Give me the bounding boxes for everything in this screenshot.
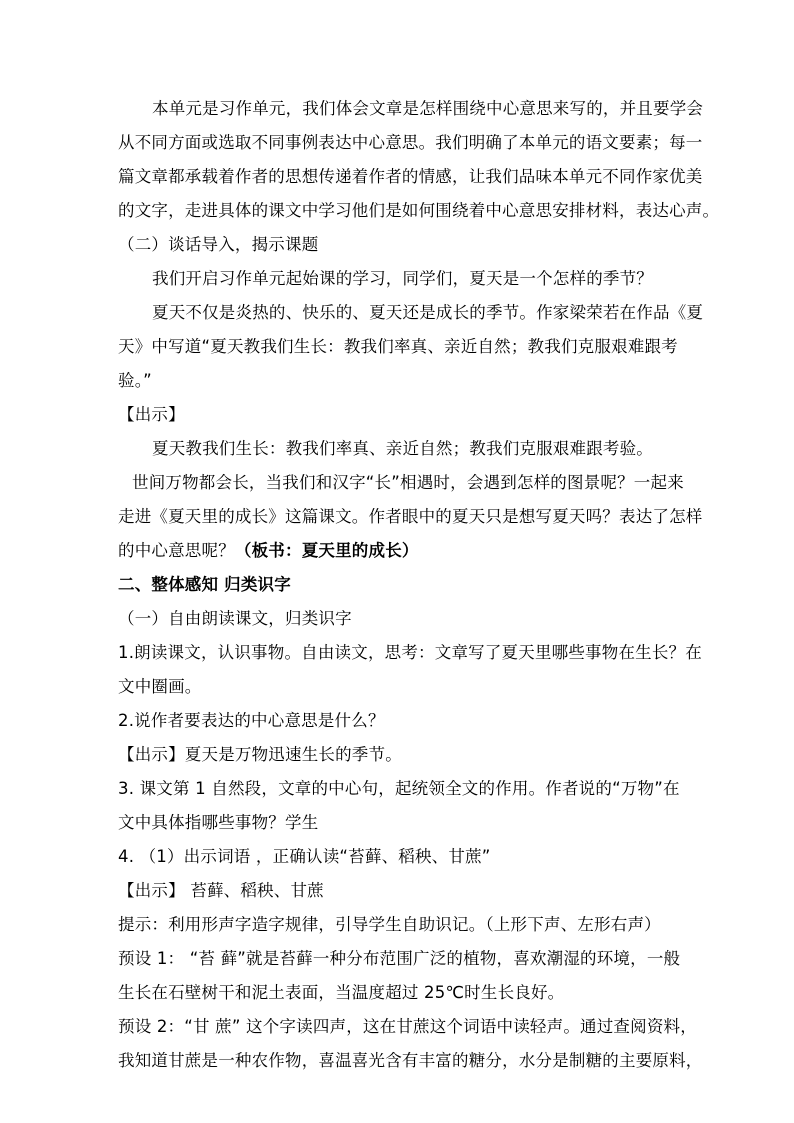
paragraph-line: 【出示】 xyxy=(118,405,185,424)
paragraph-line: 预设 2：“甘 蔗” 这个字读四声，这在甘蔗这个词语中读轻声。通过查阅资料， xyxy=(118,1017,697,1036)
mixed-line-normal: 的中心意思呢？ xyxy=(118,541,235,560)
document-body-bottom xyxy=(118,602,703,1078)
paragraph-line: 2.说作者要表达的中心意思是什么？ xyxy=(118,711,385,730)
paragraph-line: 验。” xyxy=(118,371,152,390)
paragraph-line: 1.朗读课文，认识事物。自由读文，思考：文章写了夏天里哪些事物在生长？在 xyxy=(118,643,702,662)
paragraph-line: 夏天教我们生长：教我们率真、亲近自然；教我们克服艰难跟考验。 xyxy=(152,439,653,458)
paragraph-line: 文中具体指哪些事物？学生 xyxy=(118,813,319,832)
paragraph-line: 本单元是习作单元，我们体会文章是怎样围绕中心意思来写的，并且要学会 xyxy=(152,99,704,118)
section-title: 二、整体感知 归类识字 xyxy=(118,575,291,594)
paragraph-line: 篇文章都承载着作者的思想传递着作者的情感，让我们品味本单元不同作家优美 xyxy=(118,167,703,186)
paragraph-line: 【出示】 苔藓、稻秧、甘蔗 xyxy=(118,881,324,900)
paragraph-line: 文中圈画。 xyxy=(118,677,202,696)
paragraph-line: 的文字，走进具体的课文中学习他们是如何围绕着中心意思安排材料，表达心声。 xyxy=(118,201,720,220)
paragraph-line: 3. 课文第 1 自然段，文章的中心句，起统领全文的作用。作者说的“万物”在 xyxy=(118,779,680,798)
paragraph-line: 走进《夏天里的成长》这篇课文。作者眼中的夏天只是想写夏天吗？表达了怎样 xyxy=(118,507,703,526)
paragraph-line: 夏天不仅是炎热的、快乐的、夏天还是成长的季节。作家梁荣若在作品《夏 xyxy=(152,303,704,322)
paragraph-line: 4. （1）出示词语 ，正确认读“苔藓、稻秧、甘蔗” xyxy=(118,847,491,866)
paragraph-line: 从不同方面或选取不同事例表达中心意思。我们明确了本单元的语文要素；每一 xyxy=(118,133,703,152)
paragraph-line: 【出示】夏天是万物迅速生长的季节。 xyxy=(118,745,402,764)
paragraph-line: 提示：利用形声字造字规律，引导学生自助识记。（上形下声、左形右声） xyxy=(118,915,661,934)
paragraph-line: 世间万物都会长，当我们和汉字“长”相遇时，会遇到怎样的图景呢？一起来 xyxy=(132,473,684,492)
paragraph-line: （二）谈话导入，揭示课题 xyxy=(118,235,319,254)
paragraph-line: 生长在石壁树干和泥土表面，当温度超过 25℃时生长良好。 xyxy=(118,983,565,1002)
document-body-top xyxy=(118,92,720,534)
document-page xyxy=(118,92,720,1078)
paragraph-line: （一）自由朗读课文，归类识字 xyxy=(118,609,352,628)
mixed-line xyxy=(118,534,678,568)
paragraph-line: 天》中写道“夏天教我们生长：教我们率真、亲近自然；教我们克服艰难跟考 xyxy=(118,337,678,356)
paragraph-line: 我知道甘蔗是一种农作物，喜温喜光含有丰富的糖分，水分是制糖的主要原料， xyxy=(118,1051,703,1070)
paragraph-line: 预设 1： “苔 藓”就是苔藓一种分布范围广泛的植物，喜欢潮湿的环境，一般 xyxy=(118,949,681,968)
board-writing: （板书：夏天里的成长） xyxy=(234,541,419,560)
paragraph-line: 我们开启习作单元起始课的学习，同学们，夏天是一个怎样的季节？ xyxy=(152,269,653,288)
